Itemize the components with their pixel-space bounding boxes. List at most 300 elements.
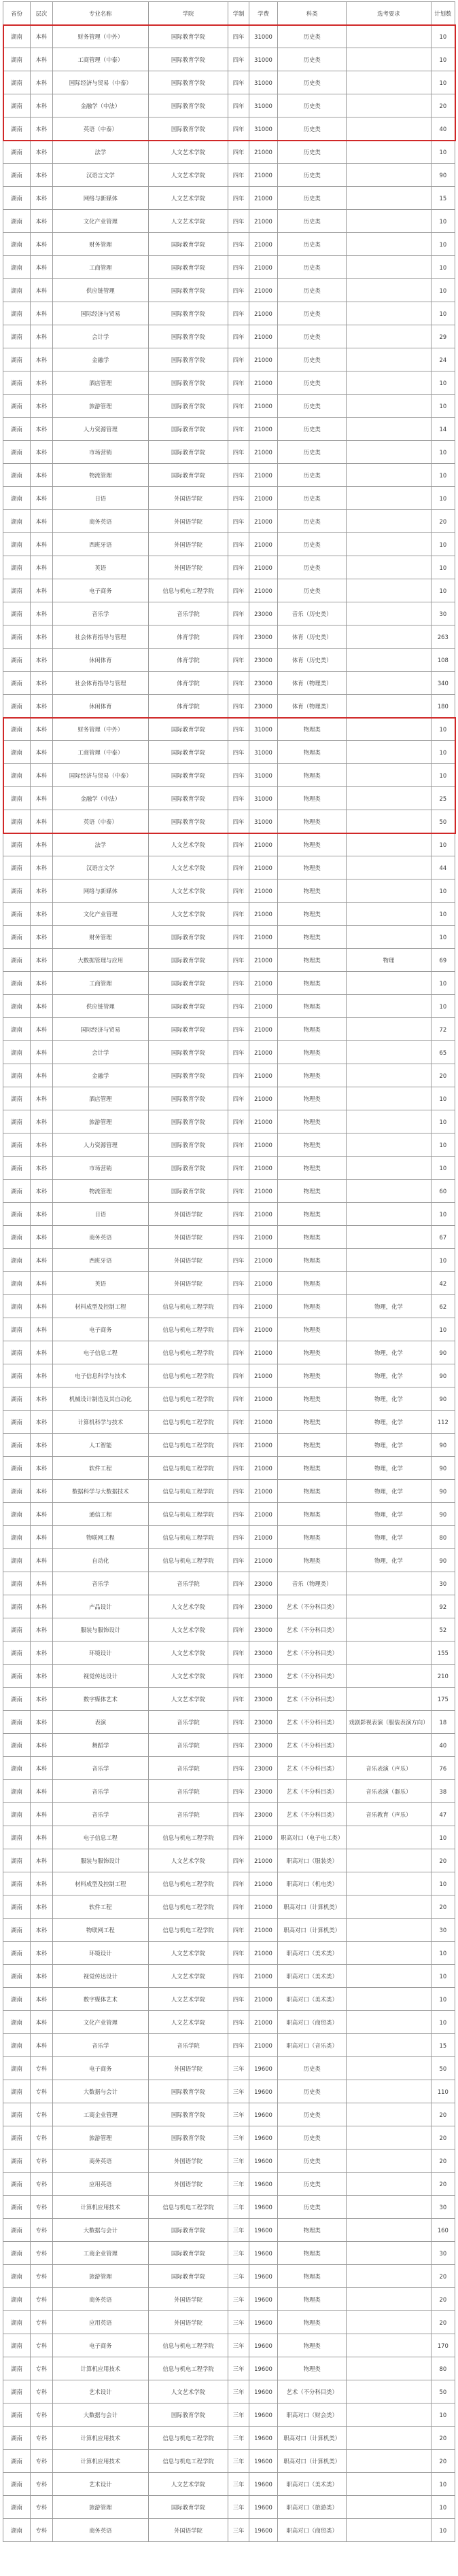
cell-subject-category: 历史类 — [278, 2080, 347, 2103]
cell-subject-category: 物理类 — [278, 1157, 347, 1180]
cell-plan-count: 10 — [431, 464, 455, 487]
cell-subject-category: 历史类 — [278, 464, 347, 487]
cell-province: 湖南 — [3, 972, 31, 995]
cell-elective-requirement — [347, 764, 431, 787]
cell-elective-requirement — [347, 856, 431, 879]
cell-elective-requirement — [347, 1318, 431, 1341]
cell-elective-requirement — [347, 1272, 431, 1295]
cell-province: 湖南 — [3, 602, 31, 625]
cell-duration: 三年 — [228, 2334, 249, 2357]
cell-major: 国际经济与贸易（中泰） — [52, 764, 148, 787]
cell-province: 湖南 — [3, 533, 31, 556]
cell-major: 酒店管理 — [52, 1087, 148, 1110]
cell-plan-count: 30 — [431, 1572, 455, 1595]
cell-college: 音乐学院 — [148, 1572, 228, 1595]
cell-province: 湖南 — [3, 1919, 31, 1942]
cell-duration: 四年 — [228, 926, 249, 949]
cell-elective-requirement — [347, 48, 431, 71]
cell-level: 本科 — [30, 695, 52, 718]
cell-duration: 四年 — [228, 1480, 249, 1503]
cell-level: 本科 — [30, 949, 52, 972]
cell-college: 体育学院 — [148, 625, 228, 649]
cell-major: 计算机应用技术 — [52, 2196, 148, 2219]
cell-elective-requirement — [347, 487, 431, 510]
cell-province: 湖南 — [3, 302, 31, 325]
table-row — [3, 1595, 455, 1618]
cell-major: 商务英语 — [52, 2519, 148, 2542]
cell-level: 本科 — [30, 210, 52, 233]
cell-major: 音乐学 — [52, 1803, 148, 1826]
cell-duration: 四年 — [228, 1803, 249, 1826]
cell-level: 本科 — [30, 1272, 52, 1295]
cell-college: 国际教育学院 — [148, 395, 228, 418]
cell-elective-requirement — [347, 810, 431, 833]
table-row — [3, 879, 455, 903]
table-row — [3, 441, 455, 464]
cell-level: 专科 — [30, 2242, 52, 2265]
cell-elective-requirement — [347, 649, 431, 672]
cell-subject-category: 历史类 — [278, 164, 347, 187]
cell-plan-count: 50 — [431, 810, 455, 833]
cell-major: 服装与服饰设计 — [52, 1618, 148, 1641]
cell-tuition: 23000 — [249, 1618, 277, 1641]
table-row — [3, 2334, 455, 2357]
cell-subject-category: 艺术（不分科目类） — [278, 1618, 347, 1641]
cell-province: 湖南 — [3, 141, 31, 164]
cell-tuition: 21000 — [249, 1341, 277, 1364]
cell-college: 外国语学院 — [148, 1272, 228, 1295]
cell-college: 国际教育学院 — [148, 233, 228, 256]
cell-plan-count: 10 — [431, 926, 455, 949]
cell-level: 专科 — [30, 2427, 52, 2450]
cell-elective-requirement — [347, 279, 431, 302]
cell-province: 湖南 — [3, 2473, 31, 2496]
cell-duration: 四年 — [228, 1157, 249, 1180]
cell-tuition: 19600 — [249, 2519, 277, 2542]
cell-elective-requirement — [347, 187, 431, 210]
header-cell-college: 学院 — [148, 2, 228, 25]
cell-tuition: 23000 — [249, 1641, 277, 1665]
cell-level: 本科 — [30, 233, 52, 256]
cell-major: 财务管理（中外） — [52, 718, 148, 741]
table-row — [3, 2288, 455, 2311]
cell-subject-category: 职高对口（计算机类） — [278, 2450, 347, 2473]
table-row — [3, 1757, 455, 1780]
cell-province: 湖南 — [3, 1711, 31, 1734]
table-row — [3, 94, 455, 117]
cell-elective-requirement — [347, 2427, 431, 2450]
table-row — [3, 1272, 455, 1295]
table-row — [3, 164, 455, 187]
cell-level: 本科 — [30, 1734, 52, 1757]
cell-province: 湖南 — [3, 926, 31, 949]
cell-level: 本科 — [30, 371, 52, 395]
cell-duration: 四年 — [228, 1180, 249, 1203]
cell-level: 本科 — [30, 325, 52, 348]
cell-major: 国际经济与贸易（中泰） — [52, 71, 148, 94]
cell-subject-category: 物理类 — [278, 879, 347, 903]
cell-elective-requirement — [347, 695, 431, 718]
table-row — [3, 1180, 455, 1203]
cell-tuition: 23000 — [249, 1572, 277, 1595]
cell-major: 供应链管理 — [52, 279, 148, 302]
cell-tuition: 21000 — [249, 348, 277, 371]
cell-province: 湖南 — [3, 187, 31, 210]
cell-subject-category: 物理类 — [278, 1480, 347, 1503]
table-header-row — [3, 2, 455, 25]
cell-subject-category: 物理类 — [278, 972, 347, 995]
header-cell-subject-category: 科类 — [278, 2, 347, 25]
cell-college: 信息与机电工程学院 — [148, 579, 228, 602]
cell-elective-requirement — [347, 2011, 431, 2034]
cell-major: 音乐学 — [52, 1757, 148, 1780]
cell-duration: 四年 — [228, 1364, 249, 1387]
cell-major: 计算机应用技术 — [52, 2427, 148, 2450]
cell-level: 专科 — [30, 2357, 52, 2380]
cell-tuition: 21000 — [249, 556, 277, 579]
table-row — [3, 533, 455, 556]
cell-province: 湖南 — [3, 879, 31, 903]
cell-major: 旅游管理 — [52, 1110, 148, 1133]
cell-level: 本科 — [30, 117, 52, 141]
cell-province: 湖南 — [3, 787, 31, 810]
cell-duration: 四年 — [228, 879, 249, 903]
cell-plan-count: 110 — [431, 2080, 455, 2103]
cell-major: 汉语言文学 — [52, 856, 148, 879]
cell-plan-count: 90 — [431, 1549, 455, 1572]
cell-college: 人文艺术学院 — [148, 1595, 228, 1618]
cell-province: 湖南 — [3, 1480, 31, 1503]
cell-college: 音乐学院 — [148, 1757, 228, 1780]
cell-elective-requirement — [347, 371, 431, 395]
cell-elective-requirement — [347, 25, 431, 48]
cell-province: 湖南 — [3, 1641, 31, 1665]
cell-duration: 三年 — [228, 2149, 249, 2173]
cell-college: 信息与机电工程学院 — [148, 1434, 228, 1457]
cell-college: 信息与机电工程学院 — [148, 1919, 228, 1942]
table-row — [3, 1018, 455, 1041]
cell-level: 本科 — [30, 256, 52, 279]
cell-major: 休闲体育 — [52, 695, 148, 718]
cell-subject-category: 体育（历史类） — [278, 649, 347, 672]
cell-elective-requirement: 物理，化学 — [347, 1411, 431, 1434]
cell-tuition: 31000 — [249, 94, 277, 117]
cell-level: 本科 — [30, 48, 52, 71]
cell-plan-count: 10 — [431, 1965, 455, 1988]
table-row — [3, 718, 455, 741]
cell-college: 信息与机电工程学院 — [148, 1318, 228, 1341]
cell-level: 本科 — [30, 25, 52, 48]
cell-subject-category: 历史类 — [278, 418, 347, 441]
cell-major: 自动化 — [52, 1549, 148, 1572]
cell-subject-category: 物理类 — [278, 1249, 347, 1272]
table-row — [3, 764, 455, 787]
cell-subject-category: 艺术（不分科目类） — [278, 1688, 347, 1711]
cell-elective-requirement — [347, 1595, 431, 1618]
cell-college: 外国语学院 — [148, 2311, 228, 2334]
cell-college: 人文艺术学院 — [148, 1665, 228, 1688]
cell-tuition: 21000 — [249, 2034, 277, 2057]
cell-college: 音乐学院 — [148, 602, 228, 625]
table-row — [3, 579, 455, 602]
table-row — [3, 741, 455, 764]
table-row — [3, 2103, 455, 2126]
cell-province: 湖南 — [3, 1988, 31, 2011]
cell-province: 湖南 — [3, 741, 31, 764]
cell-province: 湖南 — [3, 1341, 31, 1364]
table-row — [3, 2149, 455, 2173]
cell-level: 专科 — [30, 2519, 52, 2542]
table-row — [3, 1318, 455, 1341]
cell-plan-count: 10 — [431, 2496, 455, 2519]
cell-plan-count: 10 — [431, 533, 455, 556]
cell-subject-category: 物理类 — [278, 1226, 347, 1249]
cell-duration: 四年 — [228, 856, 249, 879]
cell-college: 信息与机电工程学院 — [148, 1549, 228, 1572]
cell-level: 专科 — [30, 2311, 52, 2334]
cell-duration: 四年 — [228, 1665, 249, 1688]
cell-level: 本科 — [30, 1595, 52, 1618]
cell-elective-requirement — [347, 833, 431, 856]
cell-subject-category: 历史类 — [278, 579, 347, 602]
cell-plan-count: 24 — [431, 348, 455, 371]
cell-elective-requirement — [347, 672, 431, 695]
cell-level: 专科 — [30, 2149, 52, 2173]
table-row — [3, 649, 455, 672]
cell-plan-count: 10 — [431, 1087, 455, 1110]
cell-subject-category: 物理类 — [278, 810, 347, 833]
cell-level: 本科 — [30, 1318, 52, 1341]
cell-duration: 四年 — [228, 2034, 249, 2057]
cell-tuition: 21000 — [249, 1180, 277, 1203]
cell-major: 音乐学 — [52, 1780, 148, 1803]
cell-plan-count: 10 — [431, 71, 455, 94]
cell-level: 本科 — [30, 1988, 52, 2011]
cell-tuition: 23000 — [249, 672, 277, 695]
cell-duration: 四年 — [228, 1942, 249, 1965]
cell-plan-count: 30 — [431, 2242, 455, 2265]
cell-subject-category: 艺术（不分科目类） — [278, 1595, 347, 1618]
cell-duration: 四年 — [228, 164, 249, 187]
cell-college: 外国语学院 — [148, 1203, 228, 1226]
cell-level: 专科 — [30, 2450, 52, 2473]
table-row — [3, 2427, 455, 2450]
cell-duration: 四年 — [228, 510, 249, 533]
cell-plan-count: 10 — [431, 741, 455, 764]
cell-level: 本科 — [30, 1688, 52, 1711]
cell-college: 国际教育学院 — [148, 71, 228, 94]
cell-college: 体育学院 — [148, 649, 228, 672]
cell-major: 应用英语 — [52, 2173, 148, 2196]
cell-major: 工商企业管理 — [52, 2103, 148, 2126]
cell-tuition: 21000 — [249, 579, 277, 602]
cell-duration: 四年 — [228, 1110, 249, 1133]
cell-major: 应用英语 — [52, 2311, 148, 2334]
cell-plan-count: 69 — [431, 949, 455, 972]
cell-subject-category: 物理类 — [278, 1434, 347, 1457]
cell-plan-count: 44 — [431, 856, 455, 879]
cell-subject-category: 物理类 — [278, 1341, 347, 1364]
cell-duration: 四年 — [228, 1434, 249, 1457]
cell-duration: 四年 — [228, 1826, 249, 1849]
cell-tuition: 21000 — [249, 1895, 277, 1919]
cell-major: 网络与新媒体 — [52, 879, 148, 903]
cell-major: 软件工程 — [52, 1457, 148, 1480]
cell-major: 环境设计 — [52, 1942, 148, 1965]
cell-duration: 四年 — [228, 94, 249, 117]
cell-college: 国际教育学院 — [148, 949, 228, 972]
cell-major: 法学 — [52, 141, 148, 164]
cell-major: 电子商务 — [52, 579, 148, 602]
table-row — [3, 1734, 455, 1757]
cell-level: 本科 — [30, 164, 52, 187]
cell-elective-requirement — [347, 625, 431, 649]
cell-major: 财务管理（中外） — [52, 25, 148, 48]
cell-tuition: 21000 — [249, 1387, 277, 1411]
cell-province: 湖南 — [3, 2242, 31, 2265]
cell-tuition: 31000 — [249, 71, 277, 94]
cell-province: 湖南 — [3, 1041, 31, 1064]
cell-college: 音乐学院 — [148, 1711, 228, 1734]
cell-tuition: 21000 — [249, 856, 277, 879]
cell-elective-requirement — [347, 556, 431, 579]
cell-province: 湖南 — [3, 418, 31, 441]
cell-province: 湖南 — [3, 995, 31, 1018]
cell-elective-requirement — [347, 1988, 431, 2011]
cell-elective-requirement — [347, 1872, 431, 1895]
table-row — [3, 141, 455, 164]
header-cell-elective-requirement: 选考要求 — [347, 2, 431, 25]
table-row — [3, 1965, 455, 1988]
cell-level: 本科 — [30, 1133, 52, 1157]
cell-subject-category: 历史类 — [278, 325, 347, 348]
cell-subject-category: 历史类 — [278, 256, 347, 279]
cell-level: 本科 — [30, 1249, 52, 1272]
cell-elective-requirement — [347, 1226, 431, 1249]
cell-duration: 四年 — [228, 833, 249, 856]
cell-duration: 三年 — [228, 2380, 249, 2403]
cell-plan-count: 30 — [431, 602, 455, 625]
cell-plan-count: 10 — [431, 233, 455, 256]
cell-college: 国际教育学院 — [148, 1087, 228, 1110]
cell-province: 湖南 — [3, 1780, 31, 1803]
cell-subject-category: 音乐（物理类） — [278, 1572, 347, 1595]
cell-plan-count: 92 — [431, 1595, 455, 1618]
cell-province: 湖南 — [3, 1434, 31, 1457]
cell-major: 工商管理（中泰） — [52, 741, 148, 764]
cell-tuition: 21000 — [249, 187, 277, 210]
cell-plan-count: 10 — [431, 1318, 455, 1341]
table-row — [3, 856, 455, 879]
cell-subject-category: 物理类 — [278, 1457, 347, 1480]
cell-subject-category: 职高对口（旅游类） — [278, 2496, 347, 2519]
cell-major: 供应链管理 — [52, 995, 148, 1018]
cell-subject-category: 体育（物理类） — [278, 672, 347, 695]
cell-tuition: 21000 — [249, 210, 277, 233]
cell-duration: 四年 — [228, 1411, 249, 1434]
cell-plan-count: 170 — [431, 2334, 455, 2357]
cell-elective-requirement — [347, 1618, 431, 1641]
cell-elective-requirement — [347, 2311, 431, 2334]
cell-elective-requirement: 物理，化学 — [347, 1457, 431, 1480]
cell-major: 旅游管理 — [52, 395, 148, 418]
cell-tuition: 21000 — [249, 395, 277, 418]
cell-level: 本科 — [30, 1203, 52, 1226]
cell-major: 旅游管理 — [52, 2496, 148, 2519]
cell-elective-requirement — [347, 1110, 431, 1133]
cell-tuition: 21000 — [249, 949, 277, 972]
cell-duration: 三年 — [228, 2519, 249, 2542]
cell-level: 本科 — [30, 972, 52, 995]
cell-subject-category: 物理类 — [278, 2242, 347, 2265]
cell-elective-requirement — [347, 1133, 431, 1157]
cell-province: 湖南 — [3, 279, 31, 302]
table-row — [3, 2519, 455, 2542]
cell-plan-count: 60 — [431, 1180, 455, 1203]
cell-plan-count: 18 — [431, 1711, 455, 1734]
cell-elective-requirement: 物理 — [347, 949, 431, 972]
cell-elective-requirement — [347, 348, 431, 371]
cell-tuition: 21000 — [249, 1480, 277, 1503]
table-row — [3, 1919, 455, 1942]
cell-tuition: 23000 — [249, 1711, 277, 1734]
table-row — [3, 1688, 455, 1711]
table-row — [3, 348, 455, 371]
cell-plan-count: 10 — [431, 1110, 455, 1133]
cell-duration: 四年 — [228, 487, 249, 510]
cell-plan-count: 10 — [431, 2473, 455, 2496]
cell-major: 电子信息科学与技术 — [52, 1364, 148, 1387]
cell-province: 湖南 — [3, 1457, 31, 1480]
cell-tuition: 23000 — [249, 602, 277, 625]
cell-college: 人文艺术学院 — [148, 2473, 228, 2496]
cell-college: 信息与机电工程学院 — [148, 1872, 228, 1895]
cell-major: 数字媒体艺术 — [52, 1688, 148, 1711]
cell-elective-requirement — [347, 2034, 431, 2057]
cell-subject-category: 职高对口（美术类） — [278, 1942, 347, 1965]
cell-elective-requirement — [347, 2080, 431, 2103]
cell-duration: 三年 — [228, 2219, 249, 2242]
cell-duration: 三年 — [228, 2311, 249, 2334]
cell-college: 国际教育学院 — [148, 972, 228, 995]
cell-major: 法学 — [52, 833, 148, 856]
cell-duration: 四年 — [228, 1641, 249, 1665]
cell-subject-category: 物理类 — [278, 2334, 347, 2357]
cell-subject-category: 物理类 — [278, 2288, 347, 2311]
cell-province: 湖南 — [3, 695, 31, 718]
cell-major: 视觉传达设计 — [52, 1965, 148, 1988]
cell-tuition: 21000 — [249, 1503, 277, 1526]
cell-tuition: 19600 — [249, 2357, 277, 2380]
cell-major: 金融学（中法） — [52, 94, 148, 117]
cell-elective-requirement: 音乐教育（声乐） — [347, 1803, 431, 1826]
cell-college: 国际教育学院 — [148, 1157, 228, 1180]
cell-tuition: 23000 — [249, 1665, 277, 1688]
header-cell-tuition: 学费 — [249, 2, 277, 25]
cell-duration: 四年 — [228, 1549, 249, 1572]
table-row — [3, 418, 455, 441]
cell-elective-requirement: 物理，化学 — [347, 1341, 431, 1364]
cell-tuition: 21000 — [249, 1064, 277, 1087]
cell-level: 专科 — [30, 2057, 52, 2080]
cell-level: 本科 — [30, 348, 52, 371]
cell-duration: 四年 — [228, 1780, 249, 1803]
cell-college: 国际教育学院 — [148, 48, 228, 71]
cell-level: 本科 — [30, 1180, 52, 1203]
cell-duration: 四年 — [228, 556, 249, 579]
cell-level: 专科 — [30, 2288, 52, 2311]
cell-elective-requirement — [347, 995, 431, 1018]
